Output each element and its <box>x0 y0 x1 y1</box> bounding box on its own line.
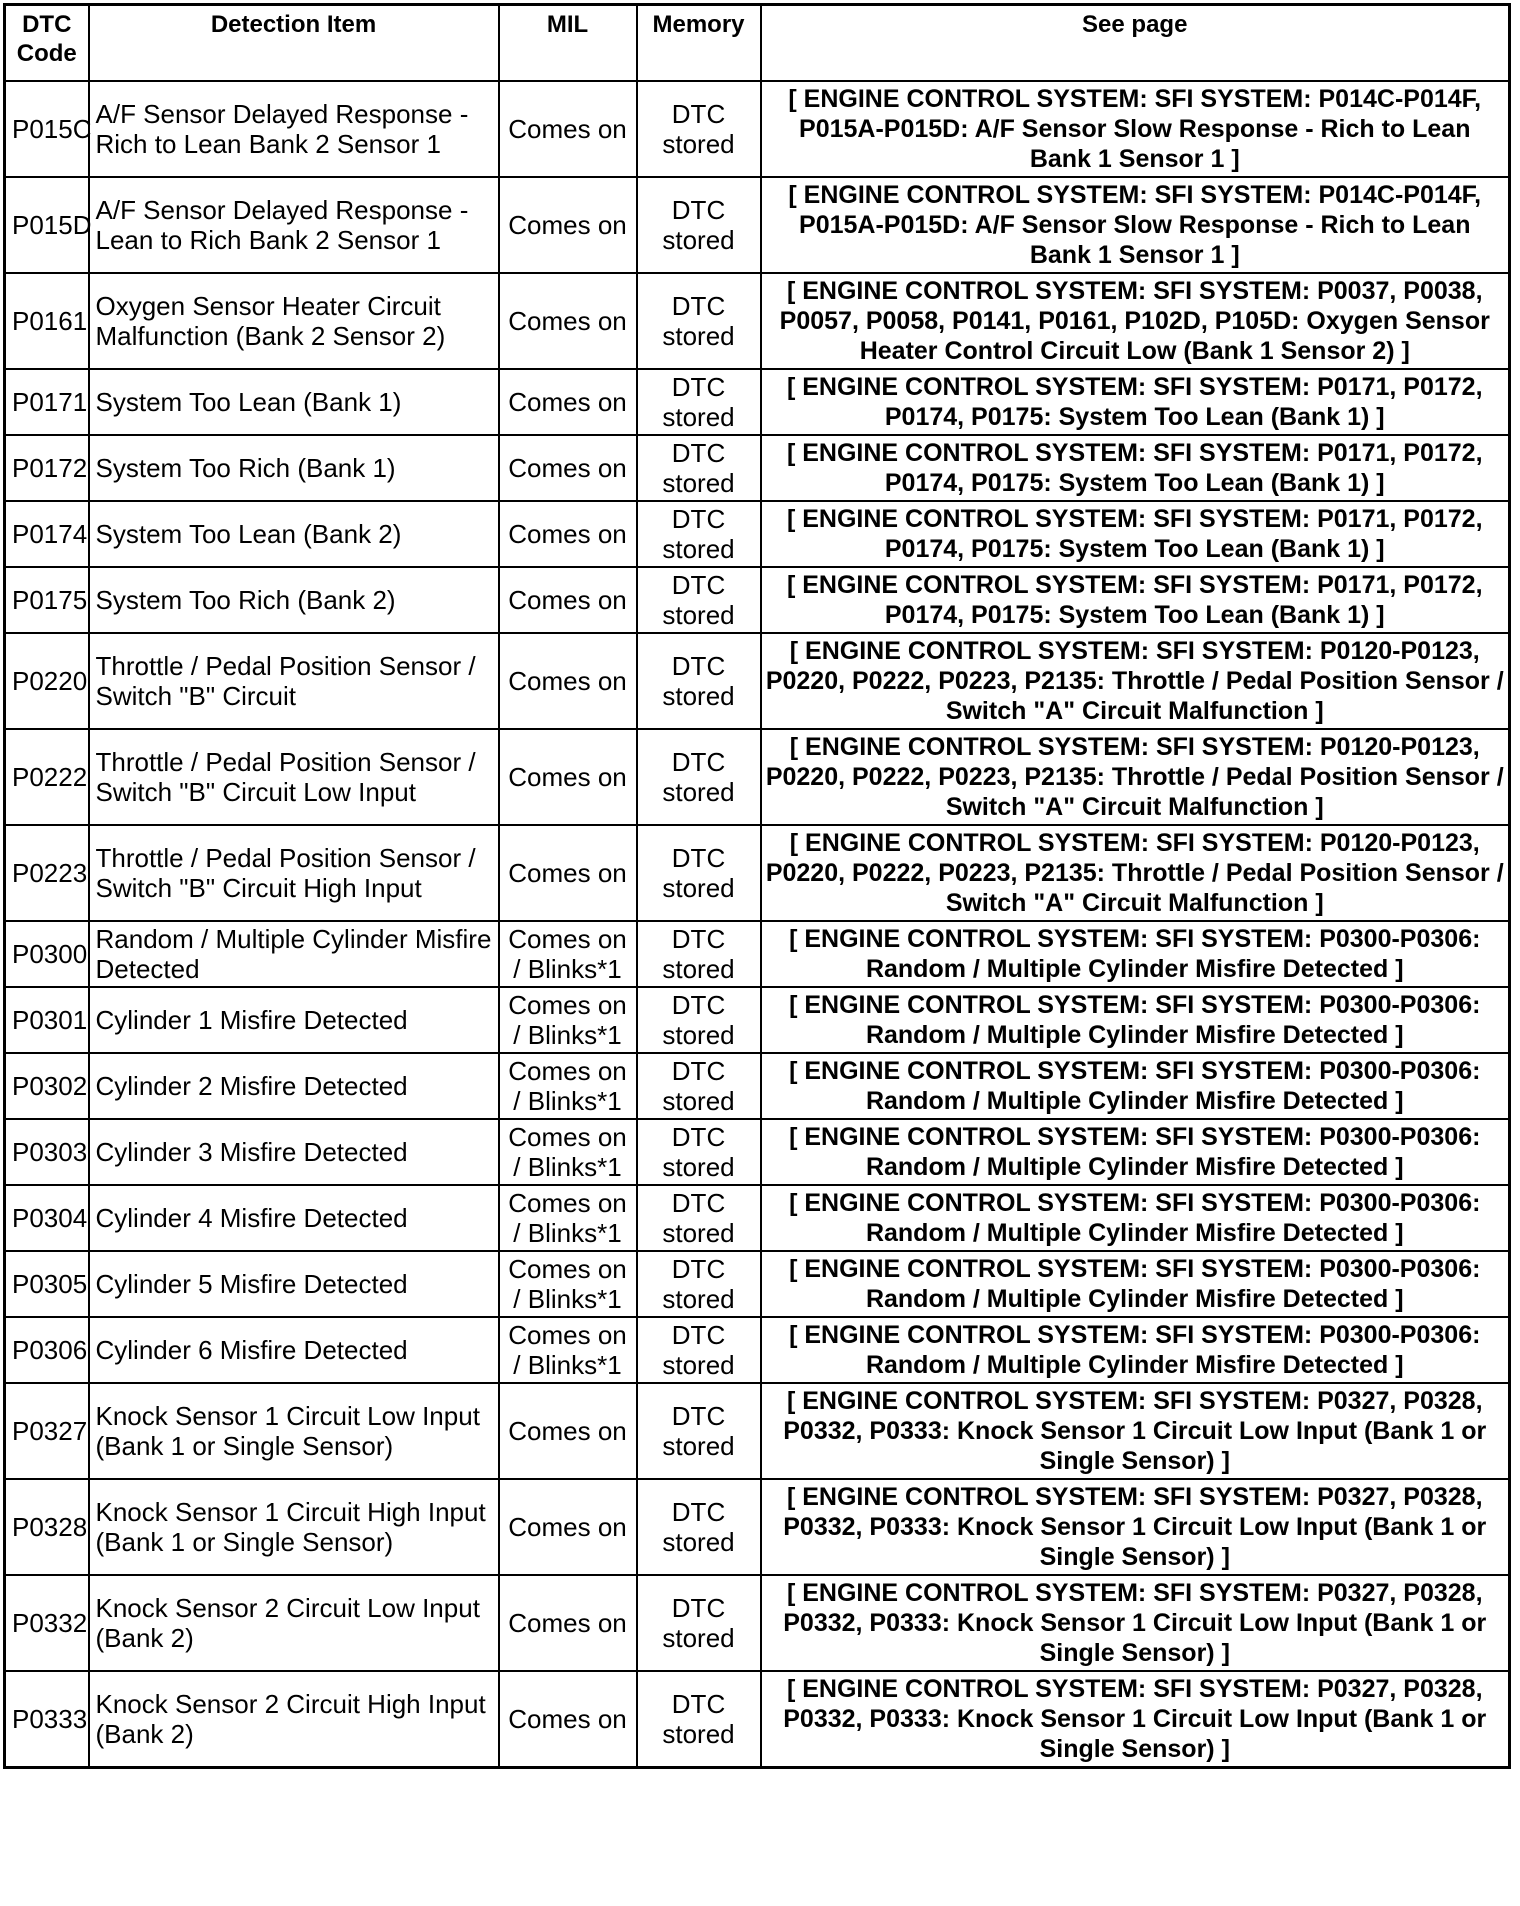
mil-cell: Comes on / Blinks*1 <box>499 921 637 987</box>
mil-cell: Comes on / Blinks*1 <box>499 1251 637 1317</box>
header-memory: Memory <box>637 5 761 82</box>
memory-cell: DTC stored <box>637 567 761 633</box>
table-row <box>5 501 1510 567</box>
memory-cell: DTC stored <box>637 177 761 273</box>
table-row <box>5 921 1510 987</box>
see-page-cell: [ ENGINE CONTROL SYSTEM: SFI SYSTEM: P0300-P0306: Random / Multiple Cylinder Misfire Detected ] <box>761 1053 1510 1119</box>
table-row <box>5 177 1510 273</box>
memory-cell: DTC stored <box>637 1383 761 1479</box>
header-dtc-code: DTC Code <box>5 5 89 82</box>
mil-cell: Comes on <box>499 435 637 501</box>
detection-item-cell: Oxygen Sensor Heater Circuit Malfunction (Bank 2 Sensor 2) <box>89 273 499 369</box>
memory-cell: DTC stored <box>637 633 761 729</box>
table-row <box>5 1185 1510 1251</box>
table-row <box>5 567 1510 633</box>
dtc-code-cell: P015C <box>5 81 89 177</box>
table-row <box>5 1317 1510 1383</box>
table-row <box>5 825 1510 921</box>
mil-cell: Comes on <box>499 177 637 273</box>
dtc-code-cell: P0171 <box>5 369 89 435</box>
see-page-cell: [ ENGINE CONTROL SYSTEM: SFI SYSTEM: P0327, P0328, P0332, P0333: Knock Sensor 1 Circuit Low Input (Bank 1 or Single Sensor) ] <box>761 1671 1510 1768</box>
memory-cell: DTC stored <box>637 1251 761 1317</box>
detection-item-cell: Knock Sensor 2 Circuit High Input (Bank 2) <box>89 1671 499 1768</box>
detection-item-cell: Knock Sensor 1 Circuit Low Input (Bank 1 or Single Sensor) <box>89 1383 499 1479</box>
table-row <box>5 987 1510 1053</box>
dtc-code-cell: P0220 <box>5 633 89 729</box>
memory-cell: DTC stored <box>637 1317 761 1383</box>
dtc-code-cell: P0333 <box>5 1671 89 1768</box>
dtc-code-cell: P0301 <box>5 987 89 1053</box>
detection-item-cell: Knock Sensor 2 Circuit Low Input (Bank 2) <box>89 1575 499 1671</box>
header-row <box>5 5 1510 82</box>
see-page-cell: [ ENGINE CONTROL SYSTEM: SFI SYSTEM: P0300-P0306: Random / Multiple Cylinder Misfire Detected ] <box>761 921 1510 987</box>
dtc-code-cell: P0302 <box>5 1053 89 1119</box>
table-row <box>5 1479 1510 1575</box>
dtc-code-cell: P0332 <box>5 1575 89 1671</box>
see-page-cell: [ ENGINE CONTROL SYSTEM: SFI SYSTEM: P0300-P0306: Random / Multiple Cylinder Misfire Detected ] <box>761 987 1510 1053</box>
detection-item-cell: System Too Lean (Bank 2) <box>89 501 499 567</box>
memory-cell: DTC stored <box>637 825 761 921</box>
mil-cell: Comes on / Blinks*1 <box>499 1053 637 1119</box>
dtc-code-cell: P0328 <box>5 1479 89 1575</box>
dtc-code-cell: P0300 <box>5 921 89 987</box>
memory-cell: DTC stored <box>637 1575 761 1671</box>
mil-cell: Comes on / Blinks*1 <box>499 987 637 1053</box>
mil-cell: Comes on <box>499 501 637 567</box>
table-row <box>5 1671 1510 1768</box>
detection-item-cell: System Too Rich (Bank 1) <box>89 435 499 501</box>
table-row <box>5 273 1510 369</box>
dtc-code-cell: P0161 <box>5 273 89 369</box>
memory-cell: DTC stored <box>637 729 761 825</box>
see-page-cell: [ ENGINE CONTROL SYSTEM: SFI SYSTEM: P0300-P0306: Random / Multiple Cylinder Misfire Detected ] <box>761 1251 1510 1317</box>
memory-cell: DTC stored <box>637 1185 761 1251</box>
dtc-code-cell: P0223 <box>5 825 89 921</box>
mil-cell: Comes on <box>499 825 637 921</box>
table-header <box>5 5 1510 82</box>
mil-cell: Comes on <box>499 273 637 369</box>
table-row <box>5 1383 1510 1479</box>
dtc-table <box>3 3 1511 1769</box>
table-row <box>5 435 1510 501</box>
see-page-cell: [ ENGINE CONTROL SYSTEM: SFI SYSTEM: P014C-P014F, P015A-P015D: A/F Sensor Slow Response - Rich to Lean Bank 1 Sensor 1 ] <box>761 81 1510 177</box>
table-row <box>5 633 1510 729</box>
detection-item-cell: Cylinder 5 Misfire Detected <box>89 1251 499 1317</box>
mil-cell: Comes on / Blinks*1 <box>499 1119 637 1185</box>
see-page-cell: [ ENGINE CONTROL SYSTEM: SFI SYSTEM: P0171, P0172, P0174, P0175: System Too Lean (Bank 1) ] <box>761 435 1510 501</box>
header-detection-item: Detection Item <box>89 5 499 82</box>
header-mil: MIL <box>499 5 637 82</box>
detection-item-cell: Throttle / Pedal Position Sensor / Switch "B" Circuit Low Input <box>89 729 499 825</box>
table-row <box>5 1119 1510 1185</box>
see-page-cell: [ ENGINE CONTROL SYSTEM: SFI SYSTEM: P0300-P0306: Random / Multiple Cylinder Misfire Detected ] <box>761 1119 1510 1185</box>
see-page-cell: [ ENGINE CONTROL SYSTEM: SFI SYSTEM: P0171, P0172, P0174, P0175: System Too Lean (Bank 1) ] <box>761 567 1510 633</box>
detection-item-cell: Cylinder 1 Misfire Detected <box>89 987 499 1053</box>
dtc-code-cell: P0327 <box>5 1383 89 1479</box>
see-page-cell: [ ENGINE CONTROL SYSTEM: SFI SYSTEM: P0037, P0038, P0057, P0058, P0141, P0161, P102D, P105D: Oxygen Sensor Heater Control Circuit Low (Bank 1 Sensor 2) ] <box>761 273 1510 369</box>
detection-item-cell: Throttle / Pedal Position Sensor / Switch "B" Circuit High Input <box>89 825 499 921</box>
mil-cell: Comes on <box>499 369 637 435</box>
detection-item-cell: A/F Sensor Delayed Response - Lean to Rich Bank 2 Sensor 1 <box>89 177 499 273</box>
table-row <box>5 1575 1510 1671</box>
detection-item-cell: Cylinder 6 Misfire Detected <box>89 1317 499 1383</box>
see-page-cell: [ ENGINE CONTROL SYSTEM: SFI SYSTEM: P0300-P0306: Random / Multiple Cylinder Misfire Detected ] <box>761 1185 1510 1251</box>
mil-cell: Comes on / Blinks*1 <box>499 1185 637 1251</box>
detection-item-cell: Cylinder 4 Misfire Detected <box>89 1185 499 1251</box>
detection-item-cell: Throttle / Pedal Position Sensor / Switch "B" Circuit <box>89 633 499 729</box>
dtc-code-cell: P0172 <box>5 435 89 501</box>
mil-cell: Comes on <box>499 1479 637 1575</box>
detection-item-cell: Knock Sensor 1 Circuit High Input (Bank 1 or Single Sensor) <box>89 1479 499 1575</box>
dtc-table-container <box>3 3 1511 1769</box>
mil-cell: Comes on <box>499 729 637 825</box>
table-row <box>5 729 1510 825</box>
dtc-code-cell: P0305 <box>5 1251 89 1317</box>
table-body <box>5 81 1510 1768</box>
mil-cell: Comes on <box>499 81 637 177</box>
see-page-cell: [ ENGINE CONTROL SYSTEM: SFI SYSTEM: P0327, P0328, P0332, P0333: Knock Sensor 1 Circuit Low Input (Bank 1 or Single Sensor) ] <box>761 1479 1510 1575</box>
table-row <box>5 1251 1510 1317</box>
memory-cell: DTC stored <box>637 273 761 369</box>
memory-cell: DTC stored <box>637 1053 761 1119</box>
see-page-cell: [ ENGINE CONTROL SYSTEM: SFI SYSTEM: P0120-P0123, P0220, P0222, P0223, P2135: Throttle / Pedal Position Sensor / Switch "A" Circuit Malfunction ] <box>761 633 1510 729</box>
dtc-code-cell: P0306 <box>5 1317 89 1383</box>
see-page-cell: [ ENGINE CONTROL SYSTEM: SFI SYSTEM: P0300-P0306: Random / Multiple Cylinder Misfire Detected ] <box>761 1317 1510 1383</box>
memory-cell: DTC stored <box>637 1479 761 1575</box>
memory-cell: DTC stored <box>637 921 761 987</box>
dtc-code-cell: P0175 <box>5 567 89 633</box>
detection-item-cell: Cylinder 2 Misfire Detected <box>89 1053 499 1119</box>
header-see-page: See page <box>761 5 1510 82</box>
see-page-cell: [ ENGINE CONTROL SYSTEM: SFI SYSTEM: P0171, P0172, P0174, P0175: System Too Lean (Bank 1) ] <box>761 501 1510 567</box>
memory-cell: DTC stored <box>637 1119 761 1185</box>
mil-cell: Comes on / Blinks*1 <box>499 1317 637 1383</box>
table-row <box>5 81 1510 177</box>
memory-cell: DTC stored <box>637 369 761 435</box>
dtc-code-cell: P0174 <box>5 501 89 567</box>
mil-cell: Comes on <box>499 1575 637 1671</box>
dtc-code-cell: P0304 <box>5 1185 89 1251</box>
memory-cell: DTC stored <box>637 501 761 567</box>
mil-cell: Comes on <box>499 567 637 633</box>
memory-cell: DTC stored <box>637 987 761 1053</box>
detection-item-cell: A/F Sensor Delayed Response - Rich to Lean Bank 2 Sensor 1 <box>89 81 499 177</box>
dtc-code-cell: P015D <box>5 177 89 273</box>
see-page-cell: [ ENGINE CONTROL SYSTEM: SFI SYSTEM: P0120-P0123, P0220, P0222, P0223, P2135: Throttle / Pedal Position Sensor / Switch "A" Circuit Malfunction ] <box>761 825 1510 921</box>
see-page-cell: [ ENGINE CONTROL SYSTEM: SFI SYSTEM: P0327, P0328, P0332, P0333: Knock Sensor 1 Circuit Low Input (Bank 1 or Single Sensor) ] <box>761 1383 1510 1479</box>
detection-item-cell: System Too Rich (Bank 2) <box>89 567 499 633</box>
dtc-code-cell: P0303 <box>5 1119 89 1185</box>
see-page-cell: [ ENGINE CONTROL SYSTEM: SFI SYSTEM: P0171, P0172, P0174, P0175: System Too Lean (Bank 1) ] <box>761 369 1510 435</box>
detection-item-cell: Random / Multiple Cylinder Misfire Detected <box>89 921 499 987</box>
detection-item-cell: Cylinder 3 Misfire Detected <box>89 1119 499 1185</box>
memory-cell: DTC stored <box>637 435 761 501</box>
see-page-cell: [ ENGINE CONTROL SYSTEM: SFI SYSTEM: P014C-P014F, P015A-P015D: A/F Sensor Slow Response - Rich to Lean Bank 1 Sensor 1 ] <box>761 177 1510 273</box>
table-row <box>5 369 1510 435</box>
mil-cell: Comes on <box>499 633 637 729</box>
detection-item-cell: System Too Lean (Bank 1) <box>89 369 499 435</box>
table-row <box>5 1053 1510 1119</box>
see-page-cell: [ ENGINE CONTROL SYSTEM: SFI SYSTEM: P0120-P0123, P0220, P0222, P0223, P2135: Throttle / Pedal Position Sensor / Switch "A" Circuit Malfunction ] <box>761 729 1510 825</box>
mil-cell: Comes on <box>499 1671 637 1768</box>
memory-cell: DTC stored <box>637 81 761 177</box>
dtc-code-cell: P0222 <box>5 729 89 825</box>
memory-cell: DTC stored <box>637 1671 761 1768</box>
mil-cell: Comes on <box>499 1383 637 1479</box>
see-page-cell: [ ENGINE CONTROL SYSTEM: SFI SYSTEM: P0327, P0328, P0332, P0333: Knock Sensor 1 Circuit Low Input (Bank 1 or Single Sensor) ] <box>761 1575 1510 1671</box>
